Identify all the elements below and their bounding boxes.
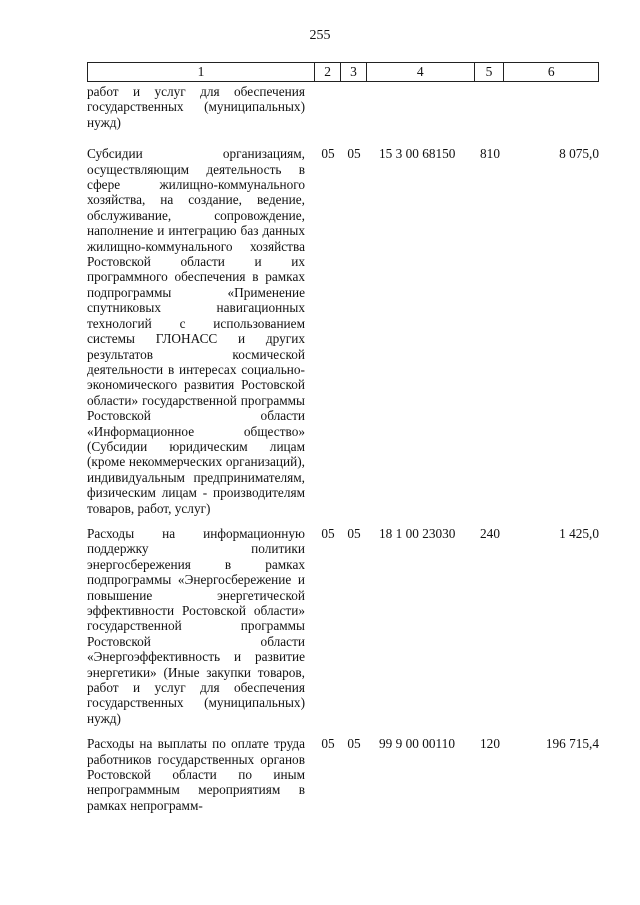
page-number: 255 <box>309 28 331 43</box>
row-col-6: 1 425,0 <box>559 525 599 541</box>
row-col-2: 05 <box>321 146 335 162</box>
table-body <box>87 84 599 823</box>
row-col-3 <box>341 84 367 130</box>
row-col-5: 120 <box>480 736 500 752</box>
row-col-4: 99 9 00 00110 <box>379 736 455 752</box>
row-description: Субсидии организациям, осуществляющим деятельность в сфере жилищно-коммунального хозяйства, на создание, ведение, обслуживание, сопровождение, наполнение и интеграцию баз данных жилищно-коммунального хозяйства Ростовской области и их программного обеспечения в рамках подпрограммы «Применение спутниковых навигационных технологий с использованием системы ГЛОНАСС и других результатов космической деятельности в интересах социально-экономического развития Ростовской области» государственной программы Ростовской области «Информационное общество» (Субсидии юридическим лицам (кроме некоммерческих организаций), индивидуальным предпринимателям, физическим лицам - производителям товаров, работ, услуг) <box>87 146 305 516</box>
row-col-4: 15 3 00 68150 <box>379 146 456 162</box>
header-col-6: 6 <box>547 64 555 79</box>
row-col-6 <box>505 84 599 130</box>
table-row <box>87 146 599 516</box>
row-col-3: 05 <box>347 736 361 752</box>
row-description: Расходы на выплаты по оплате труда работников государственных органов Ростовской области по иным непрограммным мероприятиям в рамках непрограмм- <box>87 736 305 813</box>
header-col-4: 4 <box>367 63 475 81</box>
table-row <box>87 736 599 813</box>
row-col-2 <box>315 84 341 130</box>
header-col-1: 1 <box>88 63 315 81</box>
row-col-4: 18 1 00 23030 <box>379 525 456 541</box>
row-col-2: 05 <box>321 525 335 541</box>
header-col-3: 3 <box>341 63 367 81</box>
row-col-5 <box>475 84 505 130</box>
header-col-5: 5 <box>475 63 505 81</box>
row-col-6: 8 075,0 <box>559 146 599 162</box>
header-col-2: 2 <box>315 63 341 81</box>
row-col-3: 05 <box>347 146 361 162</box>
row-description: Расходы на информационную поддержку политики энергосбережения в рамках подпрограммы «Энергосбережение и повышение энергетической эффективности Ростовской области» государственной программы Ростовской области «Энергоэффективность и развитие энергетики» (Иные закупки товаров, работ и услуг для обеспечения государственных (муниципальных) нужд) <box>87 525 305 726</box>
table-header <box>87 62 599 82</box>
row-col-5: 810 <box>480 146 500 162</box>
row-col-5: 240 <box>480 525 500 541</box>
row-col-2: 05 <box>321 736 335 752</box>
row-description: работ и услуг для обеспечения государственных (муниципальных) нужд) <box>87 84 305 130</box>
row-col-6: 196 715,4 <box>545 736 599 752</box>
table-row <box>87 526 599 726</box>
row-col-3: 05 <box>347 525 361 541</box>
row-col-4 <box>367 84 475 130</box>
table-row <box>87 84 599 130</box>
